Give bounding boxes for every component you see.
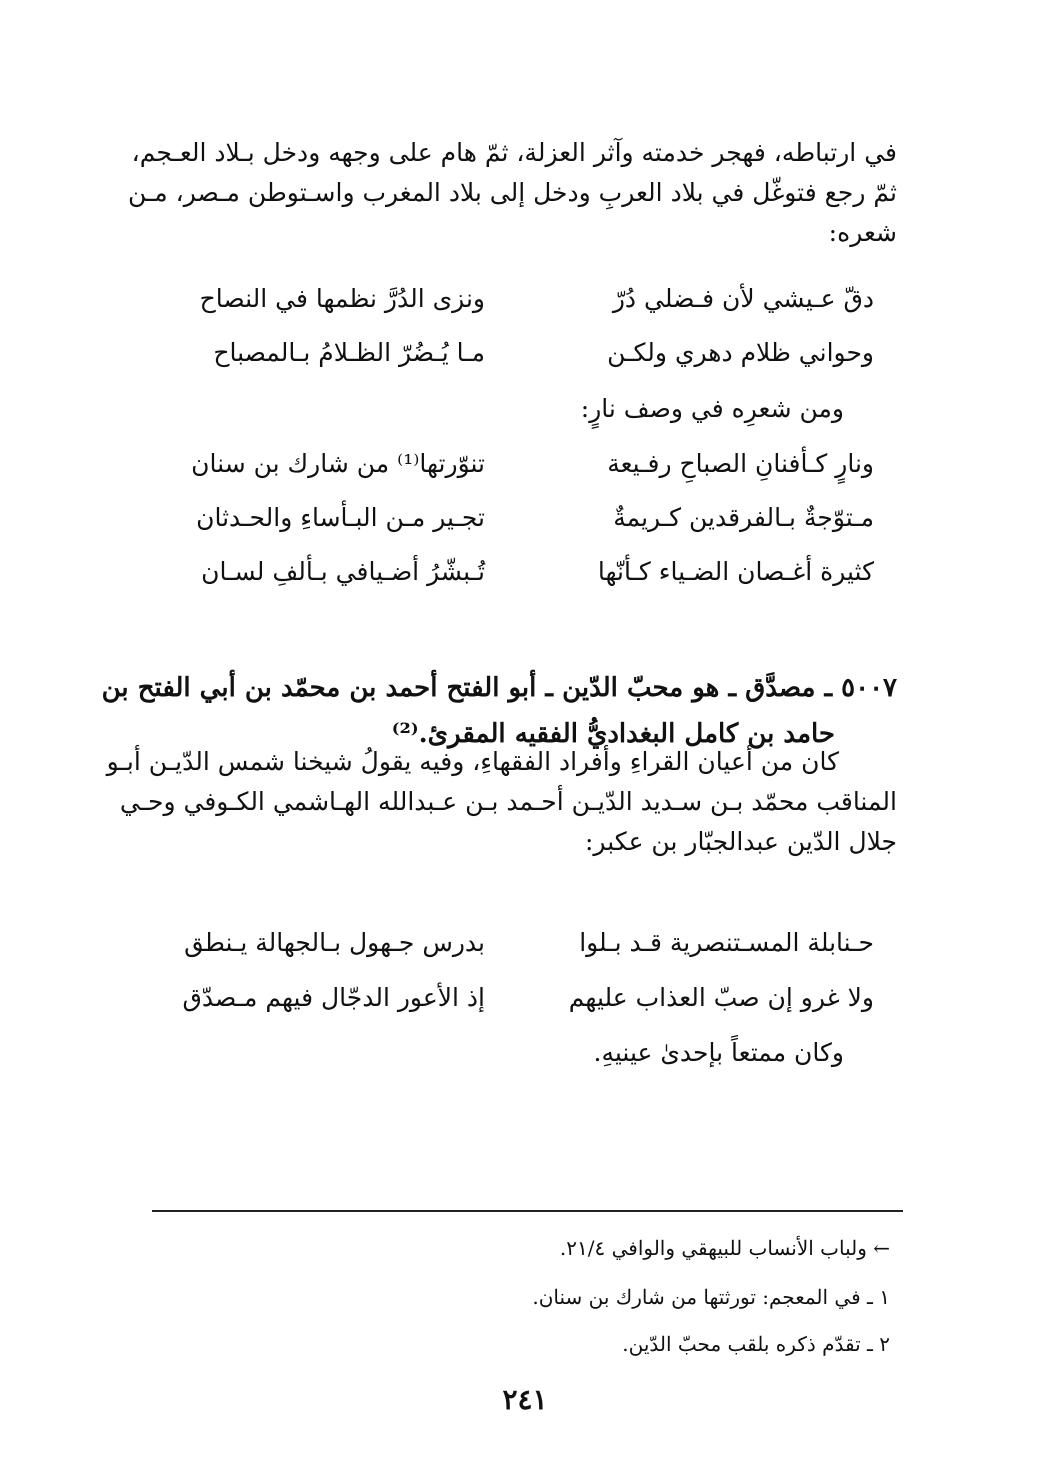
intro-line-3: شعره: bbox=[828, 218, 897, 247]
verse-row bbox=[0, 329, 1050, 377]
entry-paragraph bbox=[106, 742, 897, 862]
entry-line-1: كان من أعيان القراءِ وأفراد الفقهاءِ، وفيه يقولُ شيخنا شمس الدّيـن أبـو bbox=[106, 747, 839, 776]
footnote-2: ٢ ـ تقدّم ذكره بلقب محبّ الدّين. bbox=[622, 1332, 890, 1356]
verse-first-hemistich: كثيرة أغـصان الضـياء كـأنّها bbox=[597, 557, 874, 586]
verse-second-hemistich: تنوّرتها⁽¹⁾ من شارك بن سنان bbox=[191, 449, 485, 478]
verse-second-hemistich: تُـبشّرُ أضـيافي بـألفِ لسـان bbox=[201, 557, 485, 586]
verse-row bbox=[0, 548, 1050, 596]
poem2-intro: ومن شعرِه في وصف نارٍ: bbox=[580, 394, 844, 423]
entry-heading-line-1: ٥٠٠٧ ـ مصدَّق ـ هو محبّ الدّين ـ أبو الفتح أحمد بن محمّد بن أبي الفتح بن bbox=[101, 673, 897, 703]
verse-row bbox=[0, 919, 1050, 967]
verse-first-hemistich: وحواني ظلام دهري ولكـن bbox=[607, 338, 874, 367]
verse-second-hemistich: بدرس جـهول بـالجهالة يـنطق bbox=[184, 928, 485, 957]
footnote-divider bbox=[152, 1210, 903, 1212]
verse-first-hemistich: حـنابلة المسـتنصرية قـد بـلوا bbox=[579, 928, 874, 957]
closing-line: وكان ممتعاً بإحدىٰ عينيهِ. bbox=[593, 1038, 844, 1067]
verse-second-hemistich: ونزى الدُرَّ نظمها في النصاح bbox=[199, 284, 485, 313]
verse-second-hemistich: إذ الأعور الدجّال فيهم مـصدّق bbox=[182, 983, 485, 1012]
verse-row bbox=[0, 974, 1050, 1022]
footnote-continuation: ← ولباب الأنساب للبيهقي والوافي ٢١/٤. bbox=[559, 1236, 890, 1260]
footnote-1: ١ ـ في المعجم: تورثتها من شارك بن سنان. bbox=[532, 1285, 890, 1309]
verse-first-hemistich: ولا غرو إن صبّ العذاب عليهم bbox=[568, 983, 874, 1012]
verse-first-hemistich: دقّ عـيشي لأن فـضلي دُرّ bbox=[612, 284, 874, 313]
intro-line-2: ثمّ رجع فتوغّل في بلاد العربِ ودخل إلى بلاد المغرب واسـتوطن مـصر، مـن bbox=[127, 178, 897, 207]
verse-row bbox=[0, 494, 1050, 542]
intro-line-1: في ارتباطه، فهجر خدمته وآثر العزلة، ثمّ هام على وجهه ودخل بـلاد العـجم، bbox=[131, 138, 897, 167]
verse-first-hemistich: مـتوّجةٌ بـالفرقدين كـريمةٌ bbox=[613, 503, 874, 532]
entry-heading-line-2: حامد بن كامل البغداديُّ الفقيه المقرئ.⁽²⁾ bbox=[391, 719, 835, 749]
verse-second-hemistich: مـا يُـضُرّ الظـلامُ بـالمصباح bbox=[213, 338, 485, 367]
entry-line-2: المناقب محمّد بـن سـديد الدّيـن أحـمد بـن عـبدالله الهـاشمي الكـوفي وحـي bbox=[119, 787, 897, 816]
intro-paragraph bbox=[127, 133, 897, 253]
page-number: ٢٤١ bbox=[502, 1383, 548, 1416]
verse-first-hemistich: ونارٍ كـأفنانِ الصباحِ رفـيعة bbox=[607, 449, 874, 478]
verse-row bbox=[0, 440, 1050, 488]
entry-line-3: جلال الدّين عبدالجبّار بن عكبر: bbox=[585, 827, 897, 856]
verse-row bbox=[0, 275, 1050, 323]
verse-second-hemistich: تجـير مـن البـأساءِ والحـدثان bbox=[196, 503, 485, 532]
